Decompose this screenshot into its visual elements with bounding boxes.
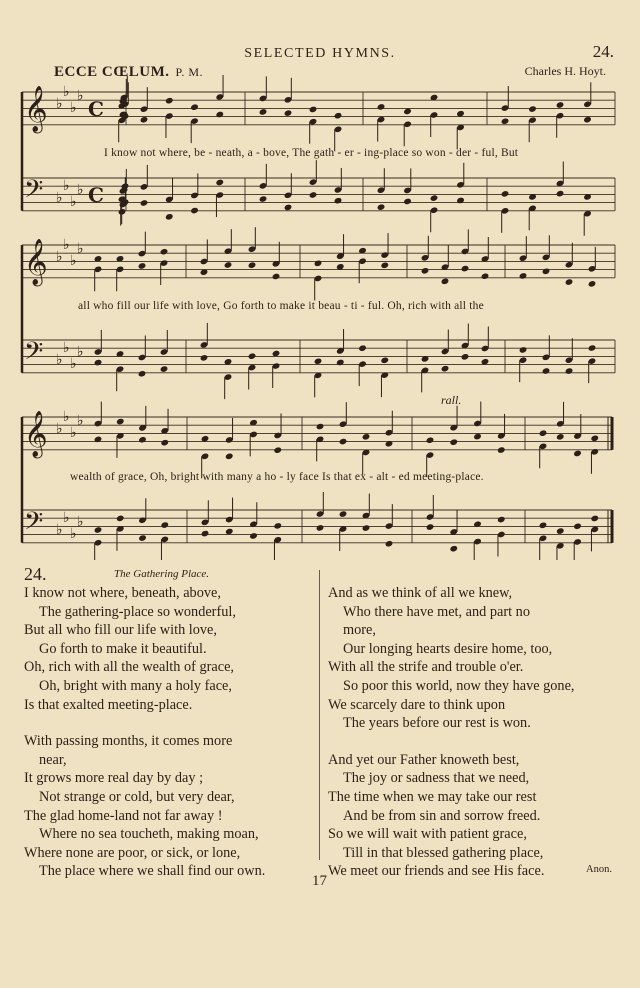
common-time-icon: C	[88, 183, 104, 207]
note-head	[273, 446, 282, 454]
note-head	[160, 439, 169, 447]
verse-line: And as we think of all we knew,	[328, 585, 513, 601]
verse-line: The years before our rest is won.	[343, 715, 531, 732]
note-head	[314, 358, 323, 366]
flat-icon: ♭	[70, 194, 77, 210]
note-head	[225, 528, 234, 536]
note-head	[138, 436, 147, 444]
flat-icon: ♭	[63, 178, 70, 194]
note-head	[583, 116, 592, 124]
verse-line: near,	[39, 751, 67, 768]
note-head	[249, 532, 258, 540]
verse-line: The time when we may take our rest	[328, 788, 537, 805]
flat-icon: ♭	[63, 340, 70, 356]
verse-line: The glad home-land not far away !	[24, 807, 223, 824]
note-head	[309, 191, 318, 199]
verse-line: Go forth to make it beautiful.	[39, 640, 207, 657]
note-head	[449, 438, 458, 446]
flat-icon: ♭	[77, 182, 84, 198]
note-head	[461, 353, 470, 361]
tempo-mark: rall.	[441, 393, 462, 407]
note-head	[539, 429, 548, 437]
note-head	[426, 436, 435, 444]
bass-clef-icon: 𝄢	[24, 507, 44, 542]
note-head	[421, 267, 430, 275]
note-head	[542, 268, 551, 276]
hymn-number: 24.	[24, 564, 47, 584]
verse-line: Who there have met, and part no	[343, 603, 530, 620]
verse-line: Oh, rich with all the wealth of grace,	[24, 659, 235, 676]
note-head	[160, 365, 169, 373]
note-head	[528, 105, 537, 113]
note-head	[284, 109, 293, 117]
note-head	[565, 278, 574, 286]
bass-clef-icon: 𝄢	[24, 337, 44, 372]
flat-icon: ♭	[56, 190, 63, 206]
note-head	[94, 526, 103, 534]
note-head	[362, 524, 371, 532]
flat-icon: ♭	[63, 84, 70, 100]
verse-line: So poor this world, now they have gone,	[343, 677, 575, 694]
note-head	[259, 195, 268, 203]
note-head	[590, 435, 599, 443]
note-head	[362, 433, 371, 441]
verse-line: The gathering-place so wonderful,	[39, 603, 236, 620]
note-head	[94, 359, 103, 367]
note-head	[441, 278, 450, 286]
note-head	[190, 207, 199, 215]
verse-spacer	[24, 714, 265, 732]
verse-line: We meet our friends and see His face.	[328, 863, 545, 880]
note-head	[339, 510, 348, 518]
flat-icon: ♭	[77, 88, 84, 104]
note-head	[138, 370, 147, 378]
verse-line: With passing months, it comes more	[24, 733, 233, 750]
note-head	[215, 111, 224, 119]
verse-line: Is that exalted meeting-place.	[24, 696, 193, 713]
verse-line: Oh, bright with many a holy face,	[39, 677, 232, 694]
verse-line: Our longing hearts desire home, too,	[343, 640, 553, 657]
treble-clef-icon: 𝄞	[24, 86, 48, 132]
verse-line: The place where we shall find our own.	[39, 863, 266, 880]
verse-line: It grows more real day by day ;	[24, 770, 204, 787]
note-head	[430, 194, 439, 202]
note-head	[334, 112, 343, 120]
note-head	[273, 522, 282, 530]
note-head	[339, 438, 348, 446]
note-head	[116, 418, 125, 426]
note-head	[403, 198, 412, 206]
flat-icon: ♭	[77, 514, 84, 530]
flat-icon: ♭	[56, 522, 63, 538]
verses-left	[24, 584, 265, 881]
flat-icon: ♭	[70, 526, 77, 542]
lyric-line-3: wealth of grace, Oh, bright with many a ho - ly face Is that ex - alt - ed meeting-place.	[70, 471, 484, 483]
note-head	[138, 262, 147, 270]
note-head	[259, 108, 268, 116]
note-head	[272, 273, 281, 281]
note-head	[316, 423, 325, 431]
flat-icon: ♭	[56, 352, 63, 368]
note-head	[565, 367, 574, 375]
composer: Charles H. Hoyt.	[524, 64, 606, 78]
note-head	[590, 515, 599, 523]
note-head	[385, 440, 394, 448]
column-divider	[319, 570, 320, 860]
note-head	[309, 106, 318, 114]
note-head	[519, 346, 528, 354]
verse-line: With all the strife and trouble o'er.	[328, 659, 524, 676]
note-head	[542, 367, 551, 375]
flat-icon: ♭	[77, 241, 84, 257]
note-head	[573, 523, 582, 531]
note-head	[201, 530, 210, 538]
note-head	[449, 545, 458, 553]
flat-icon: ♭	[77, 413, 84, 429]
note-head	[385, 540, 394, 548]
note-head	[190, 103, 199, 111]
note-head	[248, 352, 257, 360]
note-head	[501, 118, 510, 126]
note-head	[215, 179, 224, 187]
tune-meter: P. M.	[175, 65, 204, 79]
running-title: SELECTED HYMNS.	[244, 46, 396, 61]
verse-line: We scarcely dare to think upon	[328, 696, 506, 713]
hymn-title: The Gathering Place.	[114, 568, 210, 580]
flat-icon: ♭	[70, 253, 77, 269]
note-head	[481, 272, 490, 280]
note-head	[316, 524, 325, 532]
note-head	[497, 446, 506, 454]
hymn-author: Anon.	[586, 864, 612, 875]
note-head	[377, 103, 386, 111]
note-head	[224, 261, 233, 269]
note-head	[456, 197, 465, 205]
note-head	[380, 262, 389, 270]
lyric-line-1: I know not where, be - neath, a - bove, The gath - er - ing-place so won - der - ful, But	[104, 147, 519, 159]
verse-line: I know not where, beneath, above,	[24, 585, 221, 601]
note-head	[116, 515, 125, 523]
flat-icon: ♭	[63, 409, 70, 425]
note-head	[588, 280, 597, 288]
note-head	[539, 522, 548, 530]
verse-spacer	[328, 733, 575, 751]
flat-icon: ♭	[70, 425, 77, 441]
note-head	[573, 450, 582, 458]
note-head	[358, 344, 367, 352]
note-head	[519, 272, 528, 280]
note-head	[556, 190, 565, 198]
note-head	[165, 97, 174, 105]
note-head	[140, 199, 149, 207]
note-head	[501, 190, 510, 198]
verse-line: And be from sin and sorrow freed.	[343, 807, 541, 824]
tune-name: ECCE CŒLUM.	[54, 64, 170, 80]
verse-line: Where none are poor, or sick, or lone,	[24, 844, 241, 861]
note-head	[497, 516, 506, 524]
flat-icon: ♭	[56, 96, 63, 112]
lyric-line-2: all who fill our life with love, Go forth to make it beau - ti - ful. Oh, rich with all the	[78, 300, 484, 312]
note-head	[248, 261, 257, 269]
note-head	[314, 260, 323, 268]
flat-icon: ♭	[56, 421, 63, 437]
note-head	[426, 523, 435, 531]
flat-icon: ♭	[70, 356, 77, 372]
common-time-icon: C	[88, 97, 104, 121]
note-head	[473, 520, 482, 528]
note-head	[138, 534, 147, 542]
flat-icon: ♭	[63, 237, 70, 253]
verse-line: Where no sea toucheth, making moan,	[39, 826, 259, 843]
note-head	[336, 359, 345, 367]
flat-icon: ♭	[70, 100, 77, 116]
page-number-bottom: 17	[312, 873, 327, 889]
verse-line: And yet our Father knoweth best,	[328, 751, 520, 768]
note-head	[165, 213, 174, 221]
note-head	[441, 365, 450, 373]
note-head	[140, 116, 149, 124]
note-head	[160, 248, 169, 256]
page-number-top: 24.	[592, 42, 614, 61]
note-head	[461, 265, 470, 273]
verse-line: But all who fill our life with love,	[24, 622, 217, 639]
flat-icon: ♭	[63, 510, 70, 526]
verse-line: So we will wait with patient grace,	[328, 826, 527, 843]
treble-clef-icon: 𝄞	[24, 411, 48, 457]
verse-line: The joy or sadness that we need,	[343, 770, 530, 787]
verses-right	[328, 584, 575, 881]
note-head	[200, 354, 209, 362]
bass-clef-icon: 𝄢	[24, 175, 44, 210]
note-head	[556, 433, 565, 441]
flat-icon: ♭	[77, 344, 84, 360]
note-head	[380, 357, 389, 365]
verse-line: more,	[343, 622, 376, 639]
note-head	[588, 344, 597, 352]
verse-line: Till in that blessed gathering place,	[343, 844, 544, 861]
note-head	[334, 197, 343, 205]
note-head	[556, 101, 565, 109]
treble-clef-icon: 𝄞	[24, 239, 48, 285]
flat-icon: ♭	[56, 249, 63, 265]
note-head	[284, 204, 293, 212]
note-head	[556, 527, 565, 535]
note-head	[225, 453, 234, 461]
note-head	[473, 433, 482, 441]
note-head	[160, 521, 169, 529]
verse-line: Not strange or cold, but very dear,	[39, 788, 235, 805]
note-head	[377, 203, 386, 211]
